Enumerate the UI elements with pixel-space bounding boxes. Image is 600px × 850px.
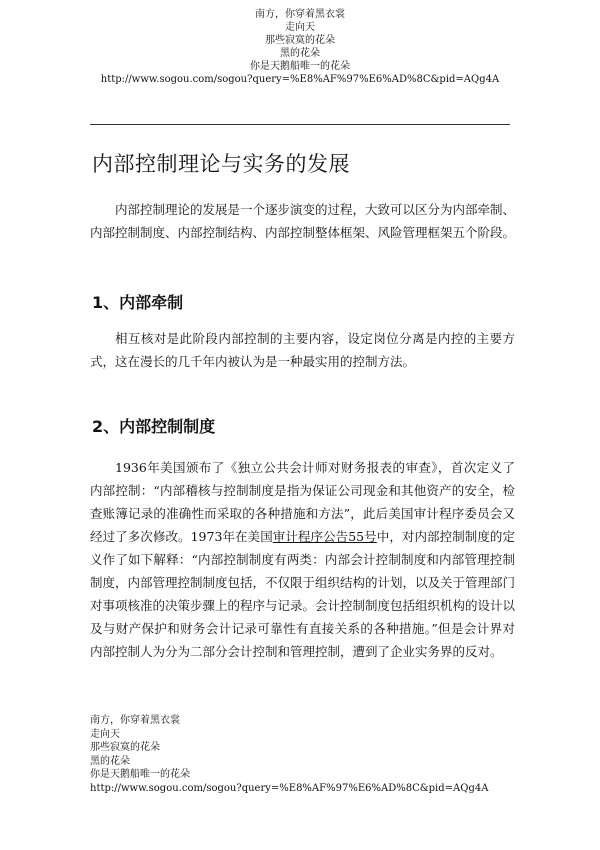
section-2-heading: 2、内部控制制度 — [92, 417, 216, 436]
footer-line: 那些寂寞的花朵 — [90, 742, 160, 753]
header-line: 南方，你穿着黑衣裳 — [255, 9, 345, 20]
footer-line: 南方，你穿着黑衣裳 — [90, 715, 180, 726]
page-header — [0, 8, 600, 86]
footer-line: 走向天 — [90, 728, 120, 740]
section-2-text-part1: 1936年美国颁布了《独立公共会计师对财务报表的审查》，首次定义了内部控制：“内部稽核与控制制度是指为保证公司现金和其他资产的安全，检查账簿记录的准确性而采取的各种措施和方法”，此后美国审计程序委员会又经过了多次修改。1973年在美国 — [90, 460, 515, 544]
header-line: 那些寂寞的花朵 — [265, 35, 335, 46]
audit-bulletin-link[interactable]: 审计程序公告55号 — [272, 529, 377, 544]
page-footer — [90, 714, 488, 795]
intro-paragraph: 内部控制理论的发展是一个逐步演变的过程，大致可以区分为内部牵制、内部控制制度、内部控制结构、内部控制整体框架、风险管理框架五个阶段。 — [90, 202, 516, 240]
header-url: http://www.sogou.com/sogou?query=%E8%AF%97%E6%AD%8C&pid=AQg4A — [100, 74, 500, 85]
section-2-text-part2: 中，对内部控制制度的定义作了如下解释：“内部控制制度有两类：内部会计控制制度和内部管理控制制度，内部管理控制制度包括，不仅限于组织结构的计划，以及关于管理部门对事项核准的决策步骤上的程序与记录。会计控制制度包括组织机构的设计以及与财产保护和财务会计记录可靠性有直接关系的各种措施。”但是会计界对内部控制人为分为二部分会计控制和管理控制，遭到了企业实务界的反对。 — [90, 529, 516, 659]
header-line: 走向天 — [285, 22, 315, 33]
header-line: 你是天鹅船唯一的花朵 — [250, 61, 350, 72]
page-title: 内部控制理论与实务的发展 — [92, 152, 350, 176]
header-divider — [90, 124, 510, 125]
section-1-paragraph: 相互核对是此阶段内部控制的主要内容，设定岗位分离是内控的主要方式，这在漫长的几千年内被认为是一种最实用的控制方法。 — [90, 331, 515, 369]
footer-line: 黑的花朵 — [90, 755, 130, 767]
footer-url: http://www.sogou.com/sogou?query=%E8%AF%97%E6%AD%8C&pid=AQg4A — [90, 782, 489, 794]
header-line: 黑的花朵 — [280, 48, 320, 59]
section-1-heading: 1、内部牵制 — [92, 293, 184, 312]
section-2-paragraph — [90, 456, 515, 663]
footer-line: 你是天鹅船唯一的花朵 — [90, 769, 190, 780]
